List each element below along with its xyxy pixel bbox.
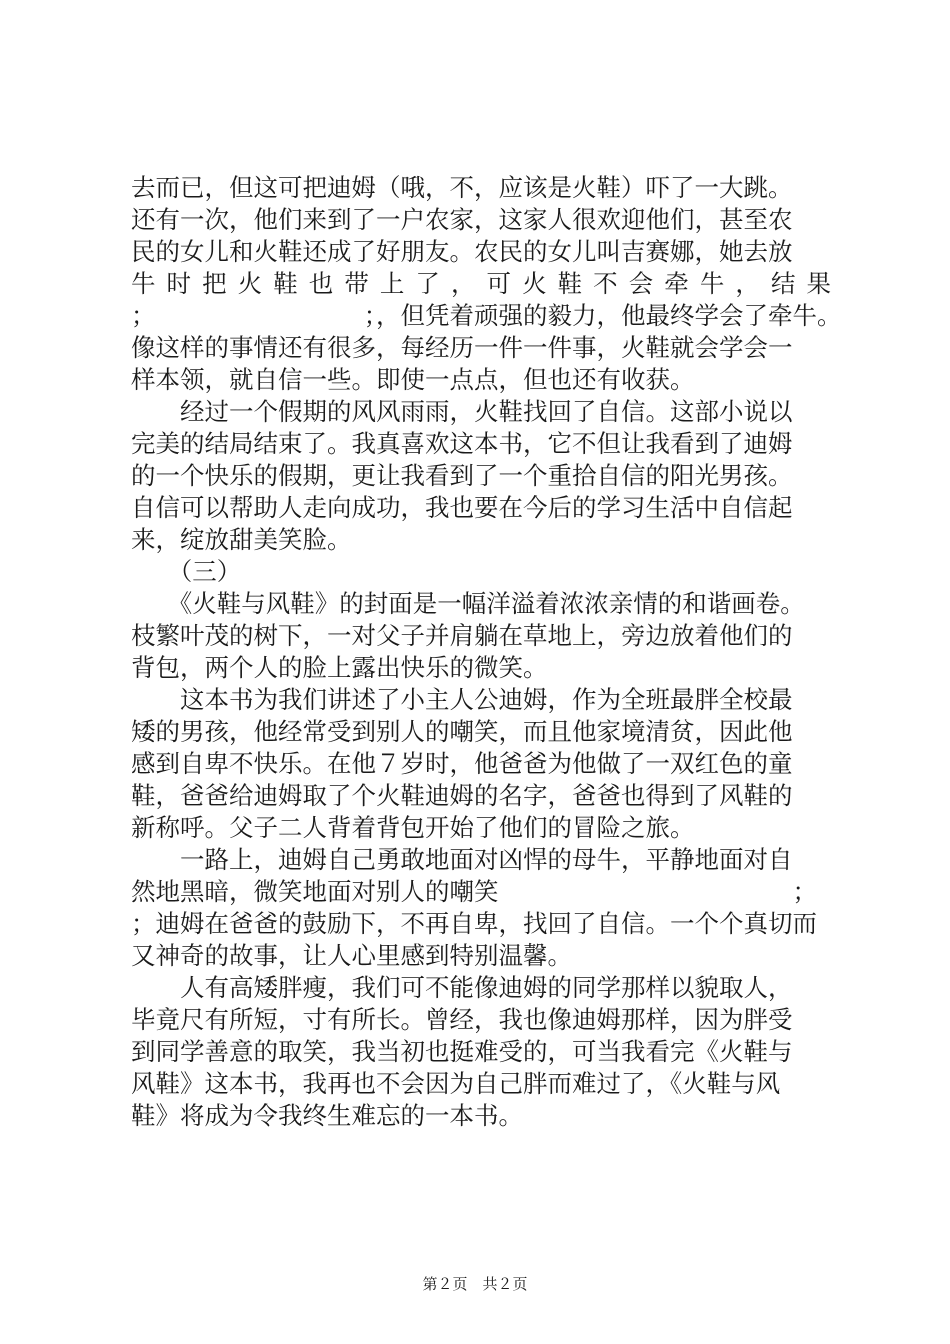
text-line: 新称呼。父子二人背着背包开始了他们的冒险之旅。 — [131, 813, 695, 842]
text-line: 去而已，但这可把迪姆（哦，不，应该是火鞋）吓了一大跳。 — [131, 173, 793, 202]
text-line: 又神奇的故事，让人心里感到特别温馨。 — [131, 941, 572, 970]
text-line: 像这样的事情还有很多，每经历一件一件事，火鞋就会学会一 — [131, 333, 793, 362]
text-line: 民的女儿和火鞋还成了好朋友。农民的女儿叫吉赛娜，她去放 — [131, 237, 793, 266]
text-line: ；迪姆在爸爸的鼓励下，不再自卑，找回了自信。一个个真切而 — [131, 909, 817, 938]
text-line: 还有一次，他们来到了一户农家，这家人很欢迎他们，甚至农 — [131, 205, 793, 234]
text-line: 自信可以帮助人走向成功，我也要在今后的学习生活中自信起 — [131, 493, 793, 522]
text-line: 来，绽放甜美笑脸。 — [131, 525, 352, 554]
text-line: 一路上，迪姆自己勇敢地面对凶悍的母牛，平静地面对自 — [131, 845, 793, 874]
text-line: 枝繁叶茂的树下，一对父子并肩躺在草地上，旁边放着他们的 — [131, 621, 793, 650]
text-line: 这本书为我们讲述了小主人公迪姆，作为全班最胖全校最 — [131, 685, 793, 714]
page-footer — [0, 1274, 950, 1294]
section-heading: （三） — [131, 557, 242, 586]
text-line: 背包，两个人的脸上露出快乐的微笑。 — [131, 653, 548, 682]
text-line: 牛 时 把 火 鞋 也 带 上 了 ， 可 火 鞋 不 会 牵 牛 ， 结 果 — [131, 269, 831, 298]
text-line: 风鞋》这本书，我再也不会因为自己胖而难过了，《火鞋与风 — [131, 1069, 781, 1098]
text-line: 然地黑暗，微笑地面对别人的嘲笑 ； — [131, 877, 817, 906]
text-line: 毕竟尺有所短，寸有所长。曾经，我也像迪姆那样，因为胖受 — [131, 1005, 793, 1034]
text-line: 鞋》将成为令我终生难忘的一本书。 — [131, 1101, 523, 1130]
body-text — [131, 172, 842, 1132]
page-number: 第２页 共２页 — [422, 1275, 528, 1293]
text-line: ； ；，但凭着顽强的毅力，他最终学会了牵牛。 — [131, 301, 842, 330]
text-line: 人有高矮胖瘦，我们可不能像迪姆的同学那样以貌取人， — [131, 973, 793, 1002]
text-line: 矮的男孩，他经常受到别人的嘲笑，而且他家境清贫，因此他 — [131, 717, 793, 746]
text-line: 的一个快乐的假期，更让我看到了一个重拾自信的阳光男孩。 — [131, 461, 793, 490]
text-line: 样本领，就自信一些。即使一点点，但也还有收获。 — [131, 365, 695, 394]
text-line: 经过一个假期的风风雨雨，火鞋找回了自信。这部小说以 — [131, 397, 793, 426]
text-line: 感到自卑不快乐。在他７岁时，他爸爸为他做了一双红色的童 — [131, 749, 793, 778]
text-line: 《火鞋与风鞋》的封面是一幅洋溢着浓浓亲情的和谐画卷。 — [131, 589, 805, 618]
text-line: 完美的结局结束了。我真喜欢这本书，它不但让我看到了迪姆 — [131, 429, 793, 458]
text-line: 到同学善意的取笑，我当初也挺难受的，可当我看完《火鞋与 — [131, 1037, 793, 1066]
text-line: 鞋，爸爸给迪姆取了个火鞋迪姆的名字，爸爸也得到了风鞋的 — [131, 781, 793, 810]
